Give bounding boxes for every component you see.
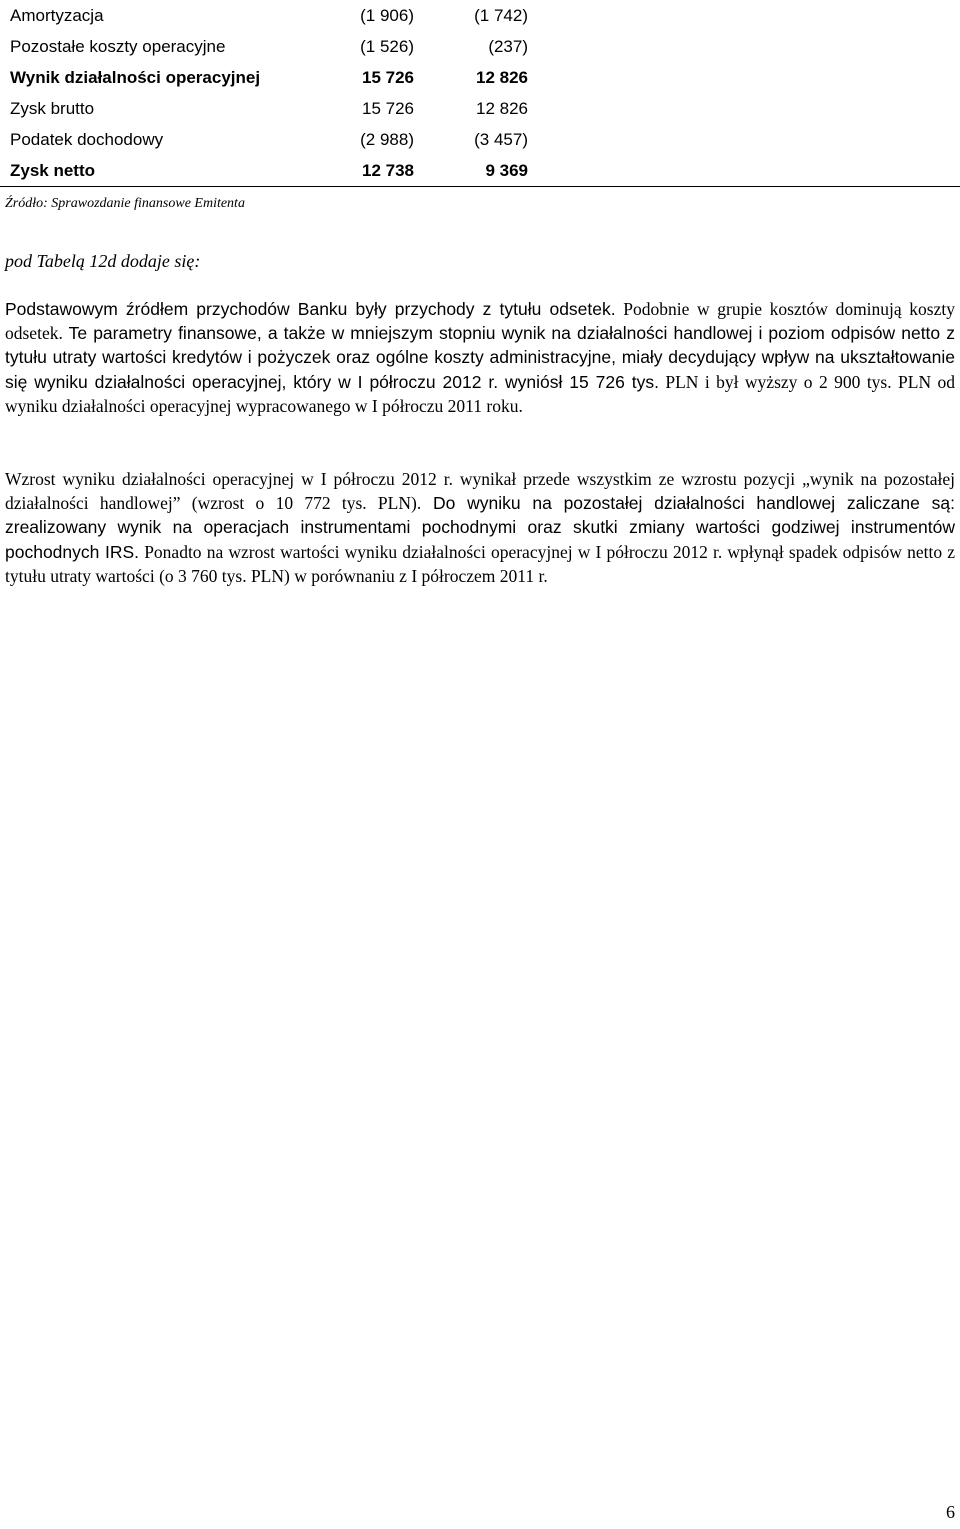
row-value-2011: (3 457) bbox=[474, 129, 528, 149]
row-value-2011: (237) bbox=[488, 36, 528, 56]
row-spacer bbox=[528, 0, 960, 31]
row-label: Pozostałe koszty operacyjne bbox=[10, 36, 226, 56]
row-value-2012: (1 526) bbox=[360, 36, 414, 56]
row-label: Zysk netto bbox=[0, 155, 298, 187]
row-value-2012: 12 738 bbox=[298, 155, 414, 187]
paragraph-segment: Ponadto na wzrost wartości wyniku działalności operacyjnej w I półroczu 2012 r. wpłynął spadek odpisów netto z tytułu utraty wartości (o 3 760 tys. PLN) w porównaniu z I półroczem 2011 r. bbox=[5, 541, 955, 586]
row-value-2012: (1 906) bbox=[360, 5, 414, 25]
row-value-2011: (1 742) bbox=[474, 5, 528, 25]
row-value-2011: 9 369 bbox=[414, 155, 528, 187]
row-label: Zysk brutto bbox=[10, 98, 95, 118]
paragraph-segment: Podobnie w grupie kosztów dominują koszty odsetek. bbox=[5, 299, 955, 344]
row-label: Wynik działalności operacyjnej bbox=[10, 67, 261, 87]
row-label: Podatek dochodowy bbox=[10, 129, 164, 149]
table-row bbox=[0, 93, 960, 124]
row-spacer bbox=[528, 93, 960, 124]
paragraph-operating-result bbox=[5, 467, 955, 588]
page-number: 6 bbox=[946, 1502, 955, 1522]
row-spacer bbox=[528, 31, 960, 62]
row-value-2012: 15 726 bbox=[362, 98, 414, 118]
paragraph-segment: Te parametry finansowe, a także w mniejszym stopniu wynik na działalności handlowej i poziom odpisów netto z tytułu utraty wartości kredytów i pożyczek oraz ogólne koszty administracyjne, miały decydujący wpływ na ukształtowanie się wyniku działalności operacyjnej, który w I półroczu 2012 r. wyniósł 15 726 tys. bbox=[5, 323, 955, 392]
row-label: Amortyzacja bbox=[10, 5, 104, 25]
row-spacer bbox=[528, 155, 960, 187]
source-note: Źródło: Sprawozdanie finansowe Emitenta bbox=[5, 196, 245, 211]
table-row bbox=[0, 31, 960, 62]
row-value-2011: 12 826 bbox=[476, 67, 528, 87]
table-row bbox=[0, 62, 960, 93]
row-spacer bbox=[528, 124, 960, 155]
row-value-2012: (2 988) bbox=[360, 129, 414, 149]
amendment-note: pod Tabelą 12d dodaje się: bbox=[5, 251, 201, 271]
paragraph-segment: PLN i był wyższy o 2 900 tys. PLN od wyniku działalności operacyjnej wypracowanego w I półroczu 2011 roku. bbox=[5, 371, 956, 416]
row-spacer bbox=[528, 62, 960, 93]
paragraph-segment: Podstawowym źródłem przychodów Banku były przychody z tytułu odsetek. bbox=[5, 299, 616, 319]
table-row bbox=[0, 124, 960, 155]
financial-table bbox=[0, 0, 960, 187]
paragraph-segment: Wzrost wyniku działalności operacyjnej w I półroczu 2012 r. wynikał przede wszystkim ze wzrostu pozycji „wynik na pozostałej działalności handlowej” (wzrost o 10 772 tys. PLN). bbox=[5, 469, 955, 514]
table-row bbox=[0, 155, 960, 187]
paragraph-segment: Do wyniku na pozostałej działalności handlowej zaliczane są: zrealizowany wynik na operacjach instrumentami pochodnymi oraz skutki zmiany wartości godziwej instrumentów pochodnych IRS. bbox=[5, 493, 955, 562]
row-value-2012: 15 726 bbox=[362, 67, 414, 87]
table-row bbox=[0, 0, 960, 31]
row-value-2011: 12 826 bbox=[476, 98, 528, 118]
paragraph-interest-income bbox=[5, 297, 955, 418]
